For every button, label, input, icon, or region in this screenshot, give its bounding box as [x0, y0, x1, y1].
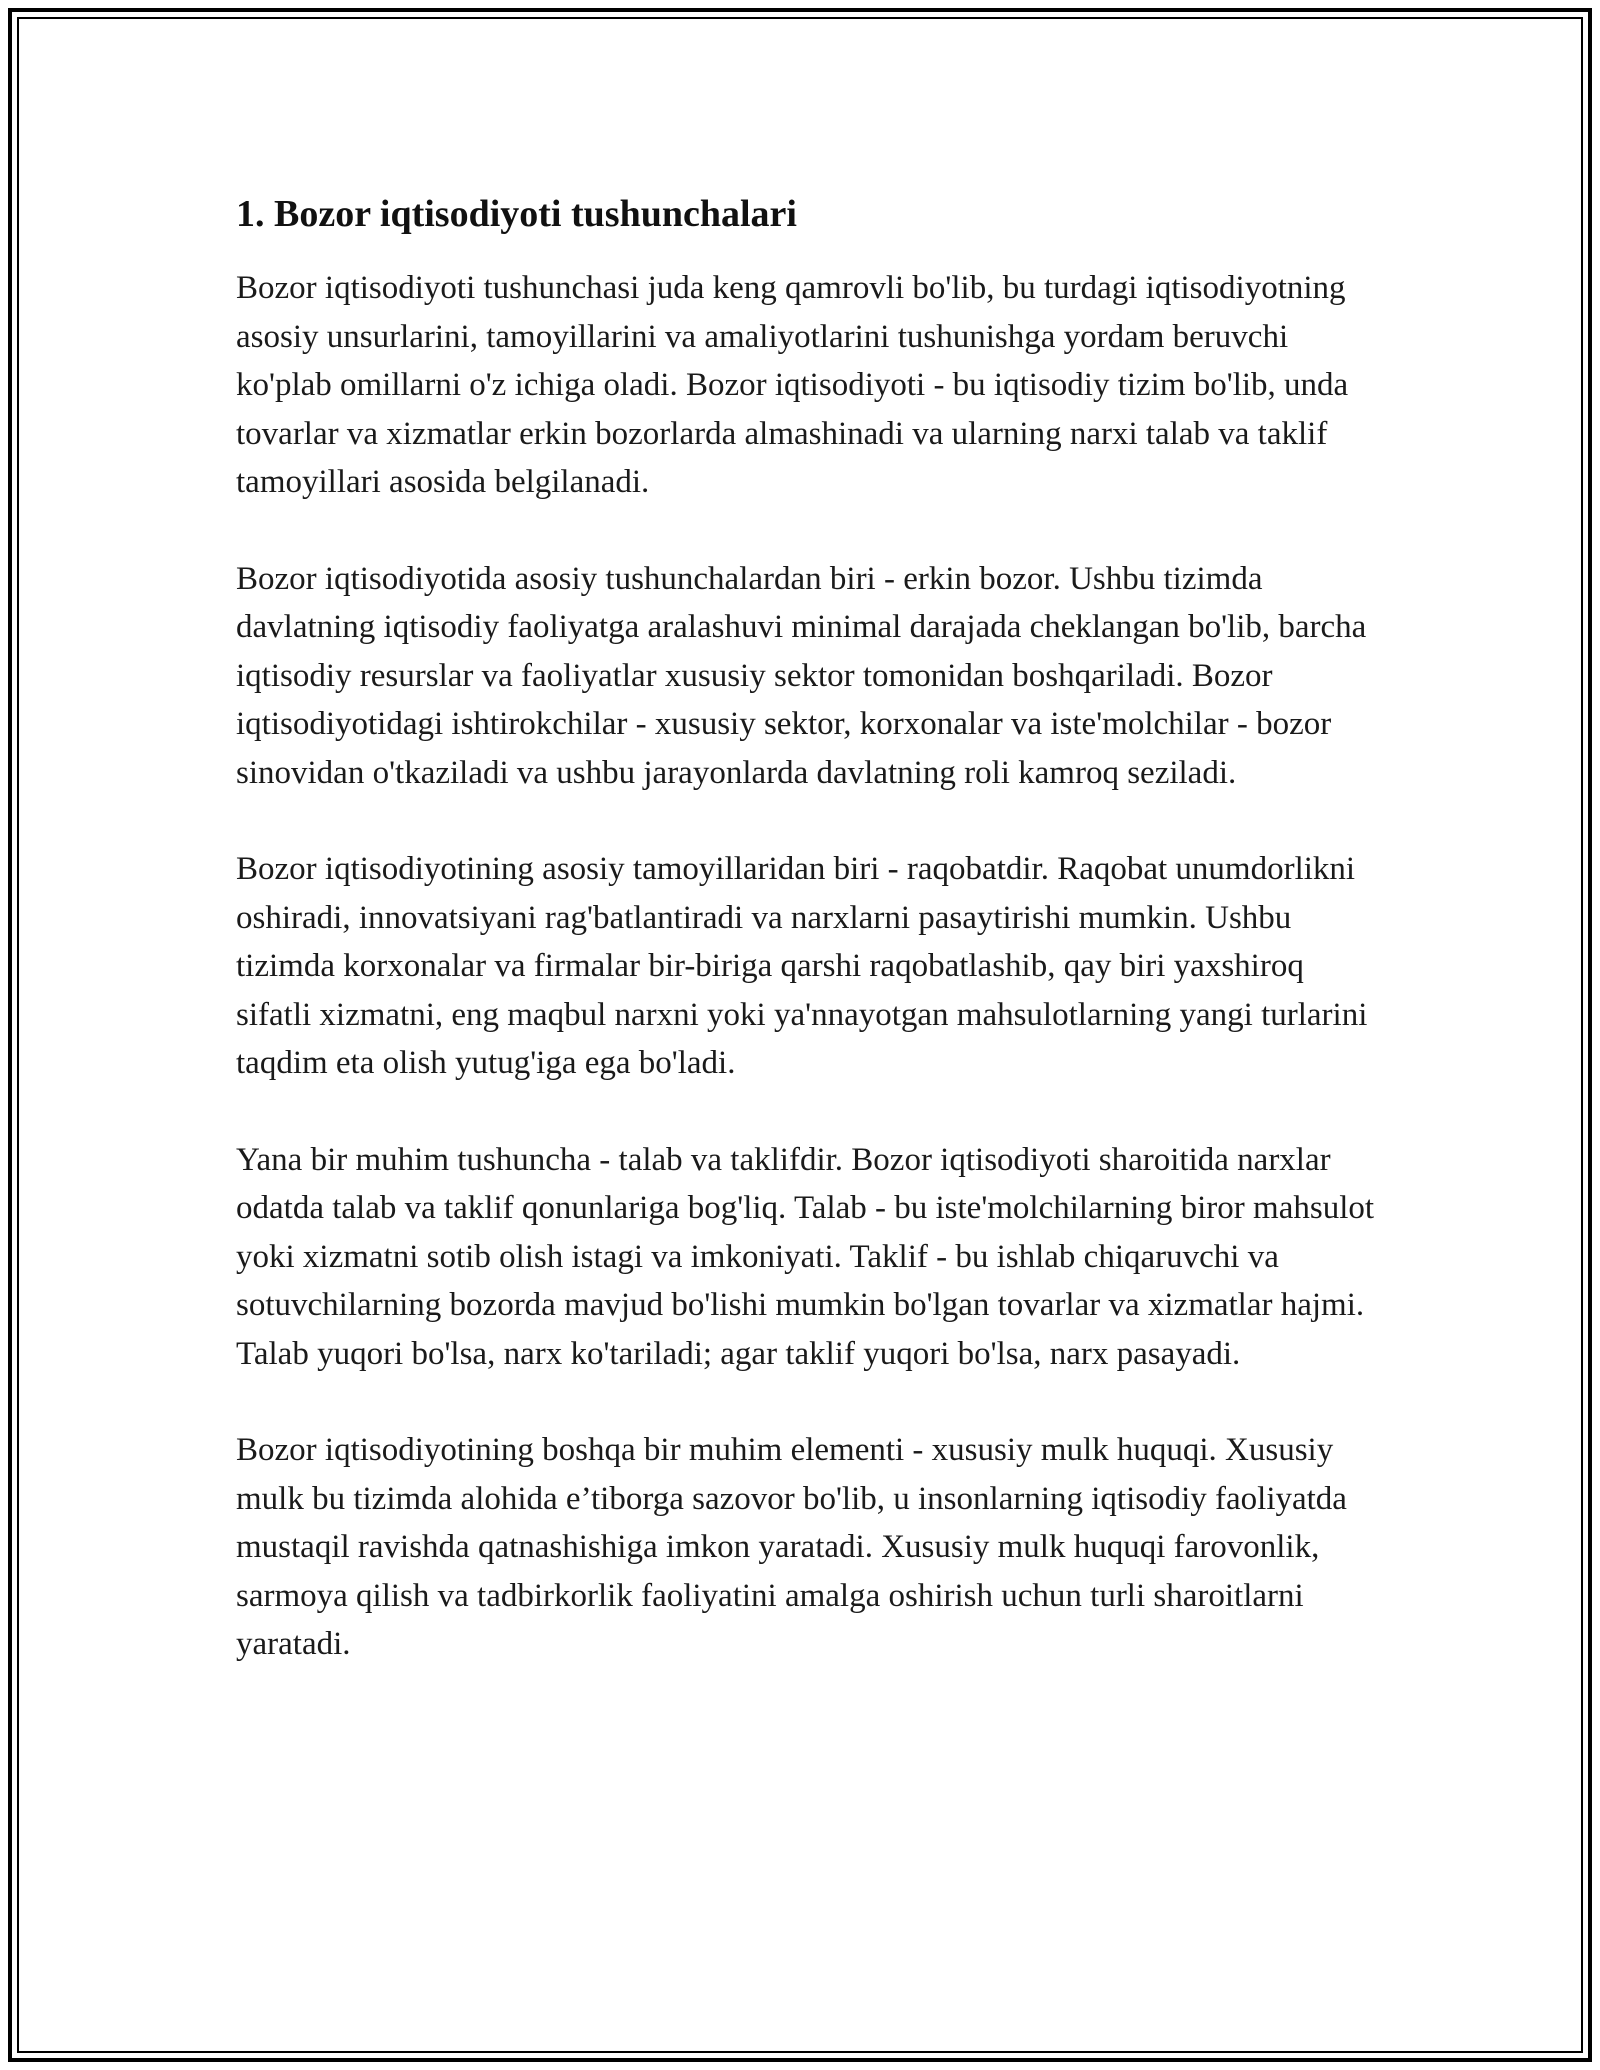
paragraph-2: Bozor iqtisodiyotida asosiy tushunchalardan biri - erkin bozor. Ushbu tizimda davlatning iqtisodiy faoliyatga aralashuvi minimal darajada cheklangan bo'lib, barcha iqtisodiy resurslar va faoliyatlar xususiy sektor tomonidan boshqariladi. Bozor iqtisodiyotidagi ishtirokchilar - xususiy sektor, korxonalar va iste'molchilar - bozor sinovidan o'tkaziladi va ushbu jarayonlarda davlatning roli kamroq seziladi.: [236, 560, 1367, 791]
paragraph-4: Yana bir muhim tushuncha - talab va taklifdir. Bozor iqtisodiyoti sharoitida narxlar odatda talab va taklif qonunlariga bog'liq. Talab - bu iste'molchilarning biror mahsulot yoki xizmatni sotib olish istagi va imkoniyati. Taklif - bu ishlab chiqaruvchi va sotuvchilarning bozorda mavjud bo'lishi mumkin bo'lgan tovarlar va xizmatlar hajmi. Talab yuqori bo'lsa, narx ko'tariladi; agar taklif yuqori bo'lsa, narx pasayadi.: [236, 1141, 1375, 1372]
paragraph-1: Bozor iqtisodiyoti tushunchasi juda keng qamrovli bo'lib, bu turdagi iqtisodiyotning asosiy unsurlarini, tamoyillarini va amaliyotlarini tushunishga yordam beruvchi ko'plab omillarni o'z ichiga oladi. Bozor iqtisodiyoti - bu iqtisodiy tizim bo'lib, unda tovarlar va xizmatlar erkin bozorlarda almashinadi va ularning narxi talab va taklif tamoyillari asosida belgilanadi.: [236, 270, 1349, 500]
paragraph-3: Bozor iqtisodiyotining asosiy tamoyillaridan biri - raqobatdir. Raqobat unumdorlikni oshiradi, innovatsiyani rag'batlantiradi va narxlarni pasaytirishi mumkin. Ushbu tizimda korxonalar va firmalar bir-biriga qarshi raqobatlashib, qay biri yaxshiroq sifatli xizmatni, eng maqbul narxni yoki ya'nnayotgan mahsulotlarning yangi turlarini taqdim eta olish yutug'iga ega bo'ladi.: [236, 851, 1368, 1081]
paragraph-5: Bozor iqtisodiyotining boshqa bir muhim elementi - xususiy mulk huquqi. Xususiy mulk bu tizimda alohida e’tiborga sazovor bo'lib, u insonlarning iqtisodiy faoliyatda mustaqil ravishda qatnashishiga imkon yaratadi. Xususiy mulk huquqi farovonlik, sarmoya qilish va tadbirkorlik faoliyatini amalga oshirish uchun turli sharoitlarni yaratadi.: [236, 1432, 1347, 1662]
document-body: [236, 188, 1376, 1717]
section-heading: 1. Bozor iqtisodiyoti tushunchalari: [236, 193, 797, 235]
